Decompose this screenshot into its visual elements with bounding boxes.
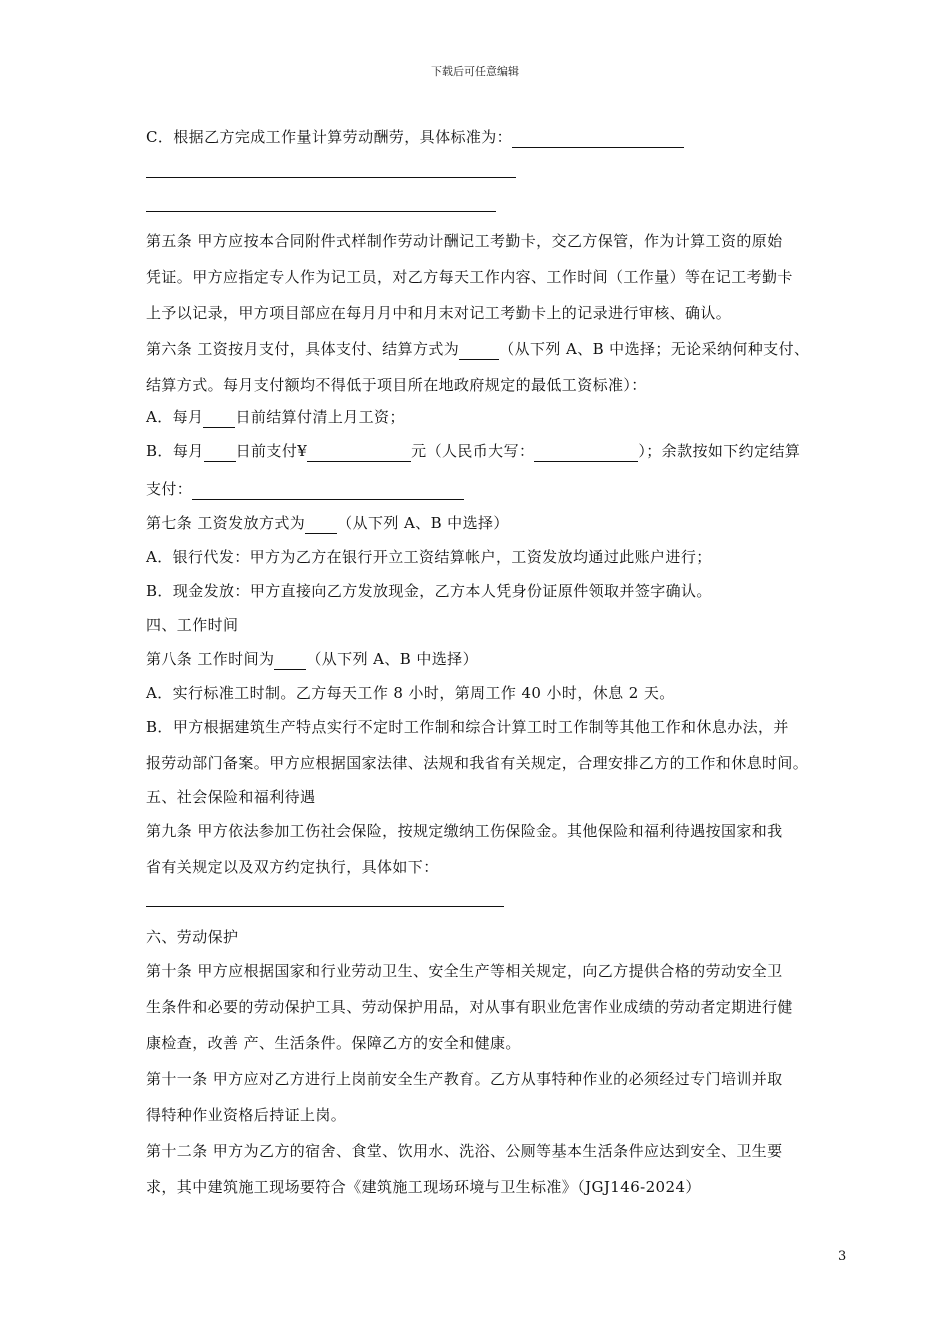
fill-blank (459, 342, 499, 360)
article-8-option-b-line-2: 报劳动部门备案。甲方应根据国家法律、法规和我省有关规定，合理安排乙方的工作和休息时间。 (146, 754, 809, 772)
clause-c-line: C．根据乙方完成工作量计算劳动酬劳，具体标准为： (146, 126, 684, 148)
article-5-line-1: 第五条 甲方应按本合同附件式样制作劳动计酬记工考勤卡，交乙方保管，作为计算工资的原始 (146, 232, 783, 250)
article-6-line-1: 第六条 工资按月支付，具体支付、结算方式为 （从下列 A、B 中选择；无论采纳何种支付、 (146, 340, 810, 358)
article-10-line-1: 第十条 甲方应根据国家和行业劳动卫生、安全生产等相关规定，向乙方提供合格的劳动安全卫 (146, 962, 783, 980)
fill-blank (192, 482, 464, 500)
article-8-option-a: A．实行标准工时制。乙方每天工作 8 小时，第周工作 40 小时，休息 2 天。 (146, 684, 675, 702)
fill-blank (307, 444, 411, 462)
fill-blank (305, 516, 337, 534)
article-5-line-2: 凭证。甲方应指定专人作为记工员，对乙方每天工作内容、工作时间（工作量）等在记工考勤卡 (146, 268, 793, 286)
article-8-option-b-line-1: B．甲方根据建筑生产特点实行不定时工作制和综合计算工时工作制等其他工作和休息办法，并 (146, 718, 789, 736)
section-6-heading: 六、劳动保护 (146, 928, 239, 946)
article-11-line-1: 第十一条 甲方应对乙方进行上岗前安全生产教育。乙方从事特种作业的必须经过专门培训并取 (146, 1070, 783, 1088)
article-5-line-3: 上予以记录，甲方项目部应在每月月中和月末对记工考勤卡上的记录进行审核、确认。 (146, 304, 732, 322)
fill-line (146, 177, 516, 178)
fill-line (146, 211, 496, 212)
article-12-line-1: 第十二条 甲方为乙方的宿舍、食堂、饮用水、洗浴、公厕等基本生活条件应达到安全、卫生要 (146, 1142, 783, 1160)
article-6-option-a: A．每月 日前结算付清上月工资； (146, 408, 405, 426)
article-7-option-b: B．现金发放：甲方直接向乙方发放现金，乙方本人凭身份证原件领取并签字确认。 (146, 582, 712, 600)
fill-blank (274, 652, 306, 670)
article-9-line-1: 第九条 甲方依法参加工伤社会保险，按规定缴纳工伤保险金。其他保险和福利待遇按国家和我 (146, 822, 783, 840)
page-number: 3 (838, 1249, 847, 1264)
article-6-option-b: B．每月 日前支付¥ 元（人民币大写： ）；余款按如下约定结算 (146, 442, 801, 460)
article-7-option-a: A．银行代发：甲方为乙方在银行开立工资结算帐户，工资发放均通过此账户进行； (146, 548, 712, 566)
article-12-line-2: 求，其中建筑施工现场要符合《建筑施工现场环境与卫生标准》（JGJ146-2024） (146, 1178, 701, 1196)
article-8-line-1: 第八条 工作时间为 （从下列 A、B 中选择） (146, 650, 478, 668)
fill-blank (512, 130, 684, 148)
article-10-line-3: 康检查，改善 产、生活条件。保障乙方的安全和健康。 (146, 1034, 521, 1052)
article-6-option-b-line-2: 支付： (146, 478, 464, 500)
section-4-heading: 四、工作时间 (146, 616, 239, 634)
fill-blank (534, 444, 638, 462)
article-11-line-2: 得特种作业资格后持证上岗。 (146, 1106, 347, 1124)
article-6-line-2: 结算方式。每月支付额均不得低于项目所在地政府规定的最低工资标准）： (146, 376, 647, 394)
section-5-heading: 五、社会保险和福利待遇 (146, 788, 316, 806)
fill-line (146, 906, 504, 907)
page-header: 下载后可任意编辑 (431, 65, 519, 78)
article-9-line-2: 省有关规定以及双方约定执行，具体如下： (146, 858, 439, 876)
fill-blank (203, 410, 235, 428)
article-10-line-2: 生条件和必要的劳动保护工具、劳动保护用品，对从事有职业危害作业成绩的劳动者定期进行健 (146, 998, 793, 1016)
article-7-line-1: 第七条 工资发放方式为 （从下列 A、B 中选择） (146, 514, 509, 532)
fill-blank (204, 444, 236, 462)
